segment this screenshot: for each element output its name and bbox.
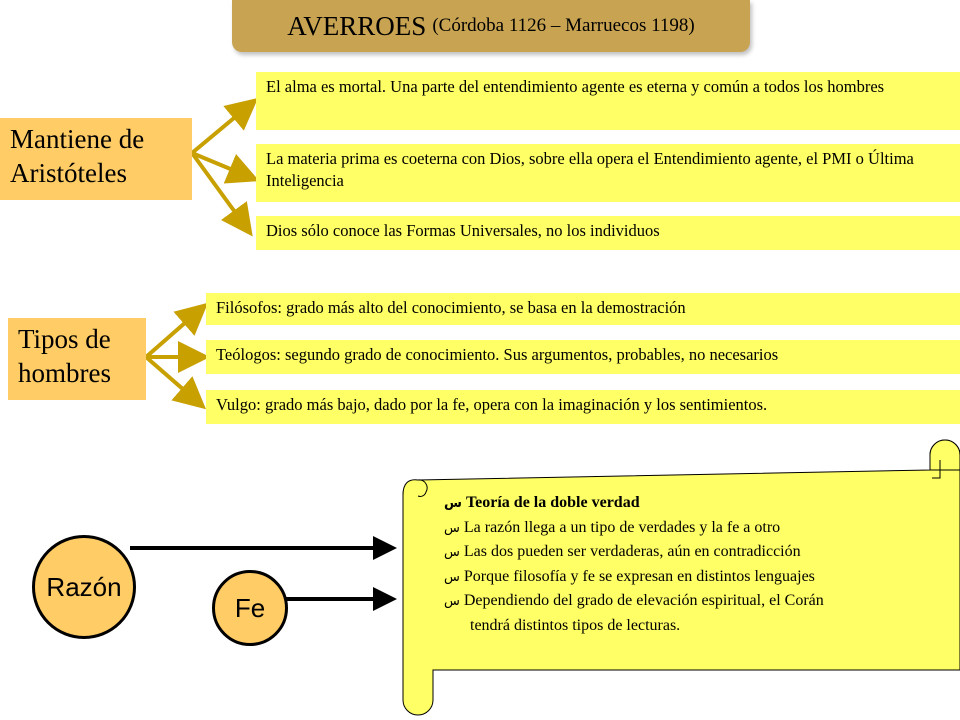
s1-item-1: El alma es mortal. Una parte del entendimiento agente es eterna y común a todos los hombres bbox=[256, 72, 960, 130]
scroll-line-3: س Las dos pueden ser verdaderas, aún en contradicción bbox=[444, 543, 801, 561]
title-subtitle: (Córdoba 1126 – Marruecos 1198) bbox=[432, 15, 695, 36]
label-mantiene: Mantiene de Aristóteles bbox=[0, 118, 192, 200]
scroll-line-6: tendrá distintos tipos de lecturas. bbox=[470, 616, 681, 634]
s2-item-2: Teólogos: segundo grado de conocimiento. Sus argumentos, probables, no necesarios bbox=[206, 340, 960, 374]
s2-item-1: Filósofos: grado más alto del conocimiento, se basa en la demostración bbox=[206, 293, 960, 325]
label-tipos: Tipos de hombres bbox=[8, 318, 146, 400]
bullet-icon: س bbox=[444, 496, 462, 511]
circle-razon bbox=[32, 535, 136, 639]
scroll-line-2: س La razón llega a un tipo de verdades y la fe a otro bbox=[444, 518, 781, 536]
bullet-icon: س bbox=[444, 545, 460, 561]
bullet-icon: س bbox=[444, 569, 460, 585]
arrow-s2-1 bbox=[146, 308, 202, 357]
circle-fe-label: Fe bbox=[234, 592, 266, 623]
arrow-s1-1 bbox=[192, 103, 252, 153]
scroll-line-1: س Teoría de la doble verdad bbox=[444, 494, 640, 511]
title-main: AVERROES bbox=[287, 10, 427, 41]
scroll-line-4: س Porque filosofía y fe se expresan en distintos lenguajes bbox=[444, 567, 815, 585]
s2-item-3: Vulgo: grado más bajo, dado por la fe, opera con la imaginación y los sentimientos. bbox=[206, 390, 960, 424]
circle-razon-label: Razón bbox=[46, 571, 122, 602]
s1-item-2: La materia prima es coeterna con Dios, sobre ella opera el Entendimiento agente, el PMI o Última Inteligencia bbox=[256, 144, 960, 202]
bullet-icon: س bbox=[444, 520, 460, 536]
bullet-icon: س bbox=[444, 594, 460, 610]
arrow-s2-3 bbox=[146, 357, 200, 404]
scroll-line-5: س Dependiendo del grado de elevación espiritual, el Corán bbox=[444, 592, 824, 610]
circle-fe bbox=[212, 570, 288, 646]
scroll-text bbox=[444, 491, 954, 638]
s1-item-3: Dios sólo conoce las Formas Universales, no los individuos bbox=[256, 216, 960, 250]
